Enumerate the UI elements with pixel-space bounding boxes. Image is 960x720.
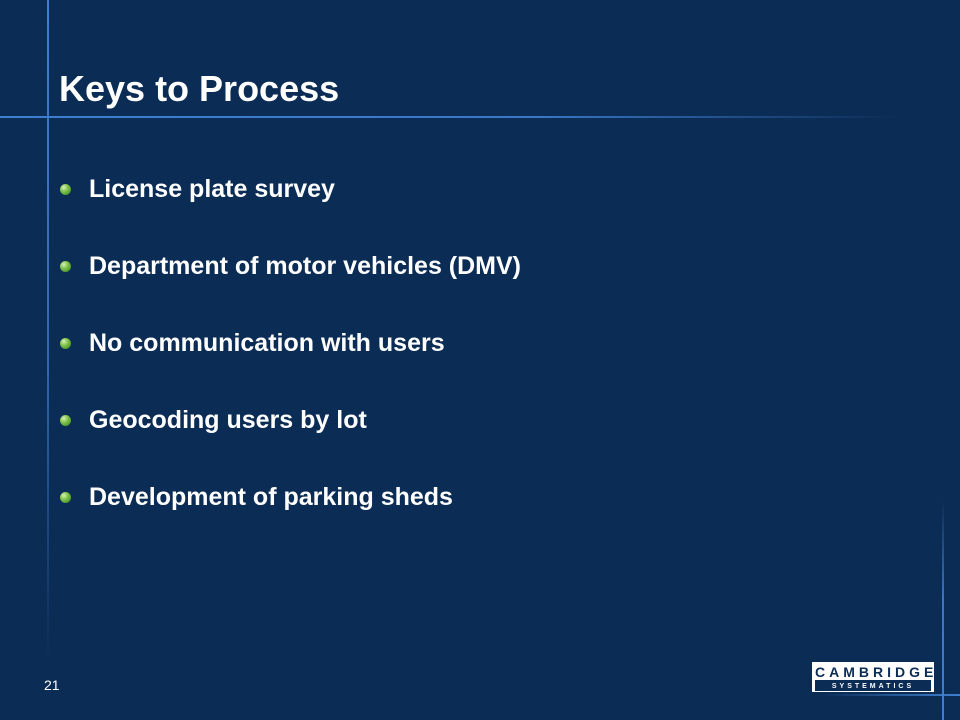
bullet-text: Geocoding users by lot [89, 405, 367, 434]
bullet-item [60, 478, 521, 516]
bottom-accent-line [820, 694, 960, 696]
bullet-dot-icon [60, 338, 71, 349]
bullet-dot-icon [60, 261, 71, 272]
bullet-item [60, 324, 521, 362]
bullet-dot-icon [60, 415, 71, 426]
bullet-item [60, 247, 521, 285]
page-number: 21 [44, 677, 60, 693]
bullet-text: Development of parking sheds [89, 482, 453, 511]
bullet-dot-icon [60, 492, 71, 503]
left-accent-line [47, 0, 49, 660]
bullet-text: Department of motor vehicles (DMV) [89, 251, 522, 280]
cambridge-systematics-logo [812, 662, 938, 692]
bullet-dot-icon [60, 184, 71, 195]
bullet-item [60, 170, 521, 208]
title-underline [0, 116, 900, 118]
bullet-item [60, 401, 521, 439]
right-accent-line [942, 500, 944, 720]
slide-title: Keys to Process [59, 68, 340, 109]
bullet-text: License plate survey [89, 174, 335, 203]
bullet-list [60, 170, 521, 555]
logo-sub-text: SYSTEMATICS [815, 682, 931, 691]
logo-main-text: CAMBRIDGE [815, 663, 938, 680]
bullet-text: No communication with users [89, 328, 445, 357]
